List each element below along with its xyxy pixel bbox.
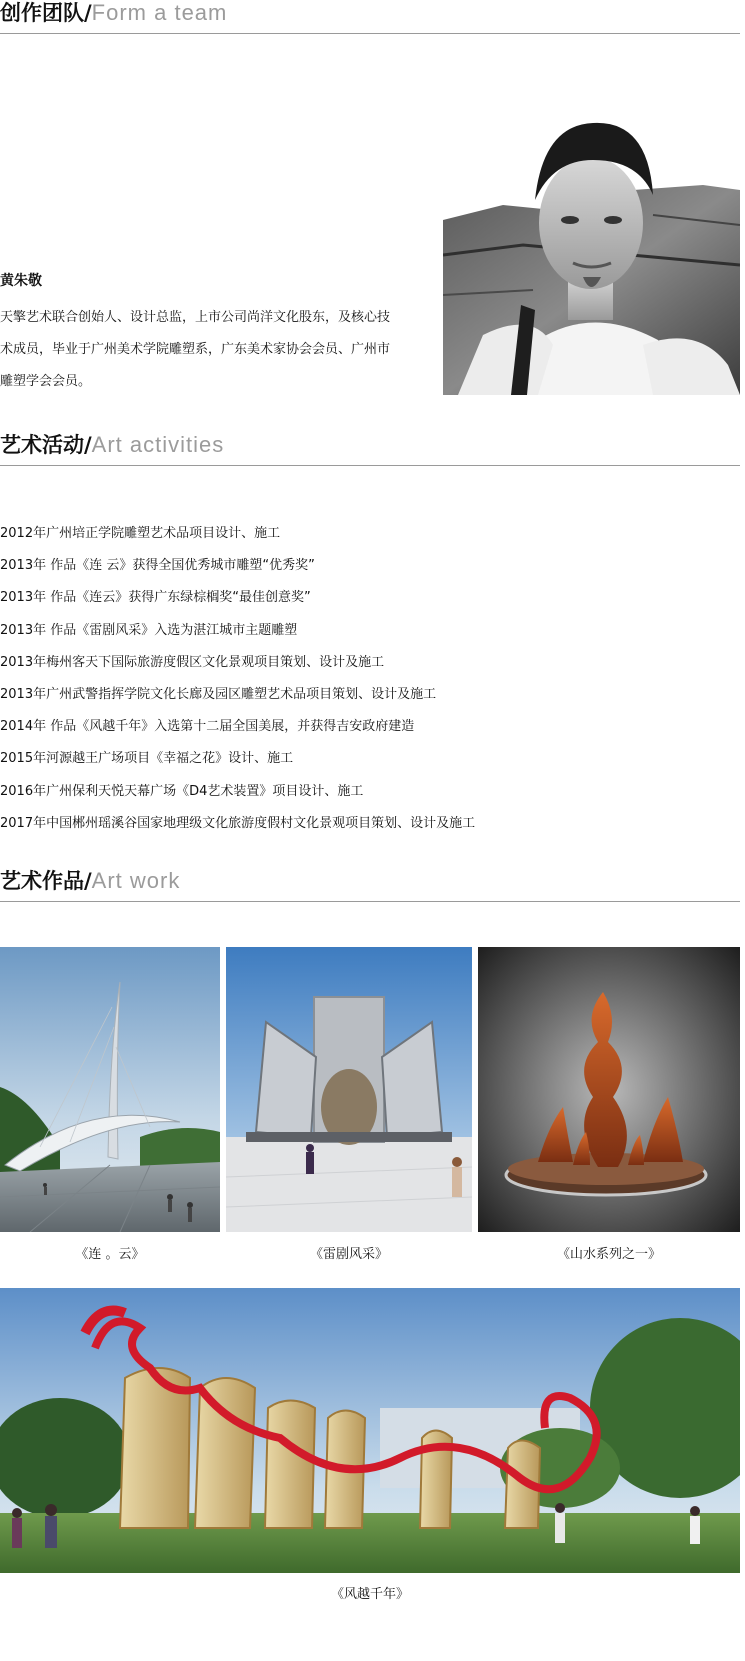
member-name: 黄朱敬 bbox=[0, 273, 42, 289]
activity-item: 2017年中国郴州瑶溪谷国家地理级文化旅游度假村文化景观项目策划、设计及施工 bbox=[0, 815, 476, 831]
section-header-activities bbox=[0, 432, 740, 466]
section-title-slash: / bbox=[84, 869, 92, 893]
activity-item: 2016年广州保利天悦天幕广场《D4艺术装置》项目设计、施工 bbox=[0, 783, 364, 799]
activity-item: 2014年 作品《风越千年》入选第十二届全国美展，并获得吉安政府建造 bbox=[0, 719, 415, 735]
artwork-caption-shanshui: 《山水系列之一》 bbox=[556, 1247, 661, 1262]
portrait-image bbox=[443, 105, 740, 395]
section-title-slash: / bbox=[84, 1, 92, 25]
activity-item: 2013年 作品《连 云》获得全国优秀城市雕塑“优秀奖” bbox=[0, 558, 315, 574]
artwork-caption-fengyue: 《风越千年》 bbox=[330, 1587, 409, 1602]
member-bio: 天擎艺术联合创始人、设计总监，上市公司尚洋文化股东，及核心技术成员，毕业于广州美术学院雕塑系，广东美术家协会会员、广州市雕塑学会会员。 bbox=[0, 310, 391, 389]
activity-item: 2013年 作品《连云》获得广东绿棕榈奖“最佳创意奖” bbox=[0, 590, 311, 606]
artwork-image-lianyun bbox=[0, 947, 220, 1232]
section-header-team bbox=[0, 0, 740, 34]
section-header-works bbox=[0, 868, 740, 902]
section-title-cn: 艺术活动 bbox=[0, 433, 84, 457]
activity-item: 2013年广州武警指挥学院文化长廊及园区雕塑艺术品项目策划、设计及施工 bbox=[0, 686, 437, 702]
activity-item: 2015年河源越王广场项目《幸福之花》设计、施工 bbox=[0, 751, 294, 767]
section-title-en: Form a team bbox=[91, 0, 228, 25]
section-title-en: Art work bbox=[91, 868, 181, 893]
artwork-image-shanshui bbox=[478, 947, 740, 1232]
activity-list bbox=[0, 518, 475, 840]
section-title-cn: 创作团队 bbox=[0, 1, 84, 25]
activity-item: 2013年 作品《雷剧风采》入选为湛江城市主题雕塑 bbox=[0, 622, 298, 638]
artwork-image-leiju bbox=[226, 947, 472, 1232]
artwork-caption-leiju: 《雷剧风采》 bbox=[309, 1247, 388, 1262]
section-title-cn: 艺术作品 bbox=[0, 869, 84, 893]
artwork-image-fengyue bbox=[0, 1288, 740, 1573]
member-portrait bbox=[443, 105, 740, 395]
section-title-en: Art activities bbox=[91, 432, 225, 457]
activity-item: 2013年梅州客天下国际旅游度假区文化景观项目策划、设计及施工 bbox=[0, 654, 385, 670]
activity-item: 2012年广州培正学院雕塑艺术品项目设计、施工 bbox=[0, 526, 281, 541]
artwork-caption-lianyun: 《连 。云》 bbox=[75, 1247, 145, 1262]
section-title-slash: / bbox=[84, 433, 92, 457]
